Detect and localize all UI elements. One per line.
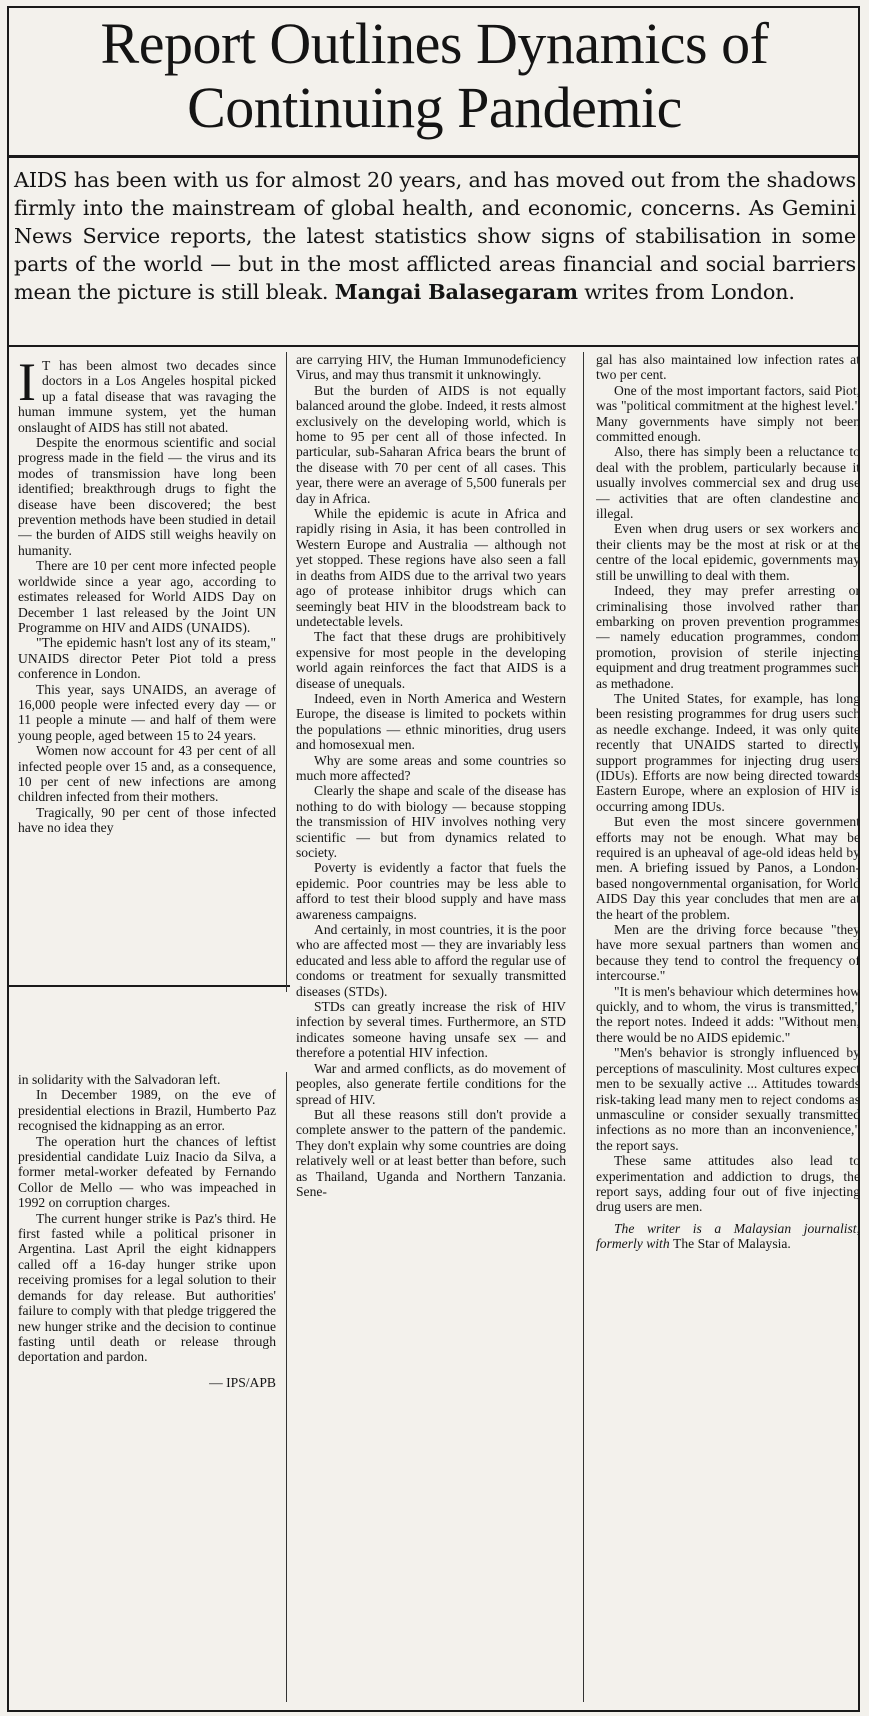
headline-rule — [7, 155, 860, 158]
article-paragraph: I T has been almost two decades since doctors in a Los Angeles hospital picked up a fatal disease that was ravaging the human immune system, yet the human onslaught of AIDS has still not abated. — [18, 358, 276, 435]
article-paragraph: But all these reasons still don't provide a complete answer to the pattern of the pandemic. They don't explain why some countries are doing relatively well or at least better than before, such as Thailand, Uganda and Northern Tanzania. Sene- — [296, 1106, 566, 1199]
article-paragraph: War and armed conflicts, as do movement of peoples, also generate fertile conditions for the spread of HIV. — [296, 1060, 566, 1107]
article-paragraph: Poverty is evidently a factor that fuels the epidemic. Poor countries may be less able to afford to test their blood supply and have mass awareness campaigns. — [296, 860, 566, 922]
article-paragraph: Men are the driving force because "they have more sexual partners than women and because they tend to control the frequency of intercourse." — [596, 922, 860, 984]
article-paragraph: gal has also maintained low infection rates at two per cent. — [596, 352, 860, 383]
article-paragraph: Tragically, 90 per cent of those infected have no idea they — [18, 804, 276, 836]
article-column-2 — [296, 352, 566, 1712]
article-paragraph: "It is men's behaviour which determines how quickly, and to whom, the virus is transmitted," the report notes. Indeed it adds: "Without men, there would be no AIDS epidemic." — [596, 983, 860, 1045]
article-paragraph: This year, says UNAIDS, an average of 16,000 people were infected every day — or 11 people a minute — and half of them were young people, aged between 15 to 24 years. — [18, 681, 276, 743]
column-divider — [583, 352, 584, 1702]
article-paragraph: These same attitudes also lead to experimentation and addiction to drugs, the report says, adding four out of five injecting drug users are men. — [596, 1153, 860, 1215]
article-paragraph: One of the most important factors, said Piot, was "political commitment at the highest level." Many governments have simply not been committed enough. — [596, 382, 860, 445]
article-column-3 — [596, 352, 860, 1712]
column-divider — [286, 1072, 287, 1702]
article-paragraph: And certainly, in most countries, it is the poor who are affected most — they are invariably less educated and less able to afford the regular use of condoms or treatment for sexually transmitted diseases (STDs). — [296, 922, 566, 999]
article-paragraph: Why are some areas and some countries so much more affected? — [296, 752, 566, 783]
article-paragraph: Even when drug users or sex workers and their clients may be the most at risk or at the centre of the local epidemic, governments may still be unwilling to deal with them. — [596, 521, 860, 583]
column-divider — [286, 352, 287, 992]
article-paragraph: But even the most sincere government efforts may not be enough. What may be required is an upheaval of age-old ideas held by men. A briefing issued by Panos, a London-based nongovernmental organisation, for World AIDS Day this year concludes that men are at the heart of the problem. — [596, 814, 860, 922]
story-paragraph: The current hunger strike is Paz's third. He first fasted while a political prisoner in Argentina. Last April the eight kidnappers called off a 16-day hunger strike upon receiving promises for a legal solution to their demands for day release. But authorities' failure to comply with that pledge triggered the new hunger strike and the decision to continue fasting until death or release through deportation and pardon. — [18, 1210, 276, 1365]
article-paragraph: STDs can greatly increase the risk of HIV infection by several times. Furthermore, an STD indicates someone having unsafe sex — and therefore a potential HIV infection. — [296, 999, 566, 1061]
article-paragraph: Despite the enormous scientific and social progress made in the field — the virus and its modes of transmission have long been identified; breakthrough drugs to fight the disease have been discovered; the best prevention methods have been studied in detail — the burden of AIDS still weighs heavily on humanity. — [18, 435, 276, 558]
article-paragraph: The United States, for example, has long been resisting programmes for drug users such as needle exchange. Indeed, it was only quite recently that UNAIDS started to directly support programmes for injecting drug users (IDUs). Efforts are now being directed towards Eastern Europe, where an explosion of HIV is occurring among IDUs. — [596, 690, 860, 814]
article-paragraph: The fact that these drugs are prohibitively expensive for most people in the developing world again reinforces the fact that AIDS is a disease of unequals. — [296, 629, 566, 691]
story-credit: — IPS/APB — [209, 1374, 276, 1390]
article-paragraph: But the burden of AIDS is not equally balanced around the globe. Indeed, it rests almost exclusively on the developing world, which is home to 95 per cent all of those infected. In particular, sub-Saharan Africa bears the brunt of the disease with 70 per cent of all cases. This year, there were an average of 5,500 funerals per day in Africa. — [296, 382, 566, 506]
article-paragraph: Indeed, they may prefer arresting or criminalising those involved rather than embarking on proven prevention programmes — namely education programmes, condom promotion, provision of sterile injecting equipment and drug treatment programmes such as methadone. — [596, 583, 860, 691]
article-paragraph: Also, there has simply been a reluctance to deal with the problem, particularly because it usually involves commercial sex and drug use — activities that are often clandestine and illegal. — [596, 444, 860, 522]
other-story-column — [18, 1072, 276, 1702]
article-paragraph: There are 10 per cent more infected people worldwide since a year ago, according to estimates released for World AIDS Day on December 1 last released by the Joint UN Programme on HIV and AIDS (UNAIDS). — [18, 558, 276, 635]
deck-author-suffix: writes from London. — [584, 280, 795, 304]
article-paragraph: While the epidemic is acute in Africa and rapidly rising in Asia, it has been controlled in Western Europe and Australia — although not yet stopped. These regions have also seen a fall in deaths from AIDS due to the arrival two years ago of protease inhibitor drugs which can seemingly beat HIV in the bloodstream back to undetectable levels. — [296, 506, 566, 629]
article-paragraph: Clearly the shape and scale of the disease has nothing to do with biology — because stopping the transmission of HIV involves nothing very scientific — but from dynamics related to society. — [296, 783, 566, 860]
deck-rule — [7, 345, 860, 347]
deck-summary — [14, 166, 856, 306]
article-paragraph: "Men's behavior is strongly influenced by perceptions of masculinity. Most cultures expect men to be sexually active ... Attitudes towards risk-taking lead many men to reject condoms as unmasculine or consider sexually transmitted infections as no more than an inconvenience," the report says. — [596, 1045, 860, 1153]
story-paragraph: The operation hurt the chances of leftist presidential candidate Luiz Inacio da Silva, a former metal-worker defeated by Fernando Collor de Mello — who was impeached in 1992 on corruption charges. — [18, 1133, 276, 1211]
headline: Report Outlines Dynamics of Continuing Pandemic — [100, 11, 769, 140]
story-paragraph: in solidarity with the Salvadoran left. — [18, 1072, 221, 1087]
article-paragraph: "The epidemic hasn't lost any of its steam," UNAIDS director Peter Piot told a press conference in London. — [18, 635, 276, 682]
dropcap: I — [18, 358, 36, 412]
story-separator — [7, 985, 290, 987]
deck-author: Mangai Balasegaram — [334, 279, 578, 304]
story-paragraph: In December 1989, on the eve of presidential elections in Brazil, Humberto Paz recognised the kidnapping as an error. — [18, 1087, 276, 1134]
article-paragraph: Indeed, even in North America and Western Europe, the disease is limited to pockets within the populations — ethnic minorities, drug users and homosexual men. — [296, 690, 566, 753]
deck-text: AIDS has been with us for almost 20 years, and has moved out from the shadows firmly into the mainstream of global health, and economic, concerns. As Gemini News Service reports, the latest statistics show signs of stabilisation in some parts of the world — but in the most afflicted areas financial and social barriers mean the picture is still bleak. — [14, 168, 856, 304]
author-note: The writer is a Malaysian journalist, formerly with The Star of Malaysia. — [596, 1220, 860, 1252]
article-column-1 — [18, 358, 276, 986]
article-paragraph: Women now account for 43 per cent of all infected people over 15 and, as a consequence, 10 per cent of new infections are among children infected from their mothers. — [18, 743, 276, 805]
article-paragraph: are carrying HIV, the Human Immunodeficiency Virus, and may thus transmit it unknowingly. — [296, 352, 566, 383]
